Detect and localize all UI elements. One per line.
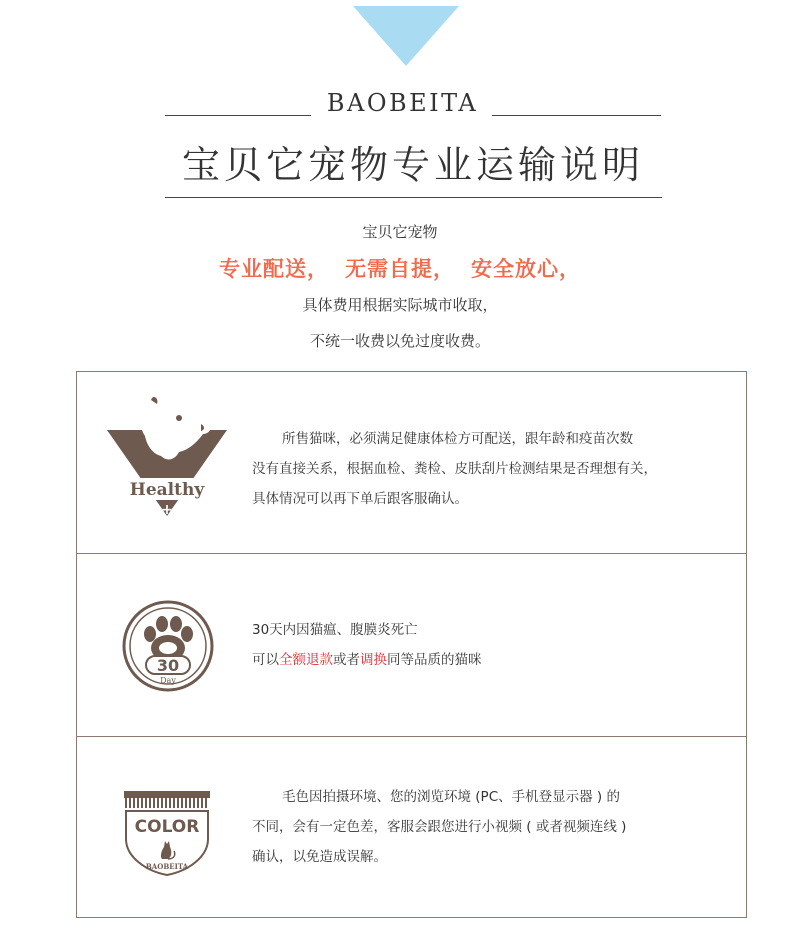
divider [492, 115, 661, 116]
plus-icon: + [161, 502, 173, 518]
color-badge-icon [122, 787, 212, 881]
text-line: 确认，以免造成误解。 [252, 849, 387, 865]
badge-label: Day [160, 676, 176, 685]
page-title: 宝贝它宠物专业运输说明 [181, 143, 644, 187]
guarantee-section [76, 553, 747, 737]
badge-number: 30 [156, 656, 180, 675]
color-badge-label: COLOR [134, 817, 200, 837]
intro-line: 具体费用根据实际城市收取， [302, 296, 498, 314]
healthy-badge-icon [105, 390, 229, 524]
color-badge-brand: BAOBEITA [145, 862, 189, 871]
text-line: 所售猫咪，必须满足健康体检方可配送，跟年龄和疫苗次数 [282, 431, 633, 447]
full-refund-highlight: 全额退款 [279, 652, 333, 668]
section-text [252, 424, 722, 514]
divider [165, 197, 662, 198]
text-line: 毛色因拍摄环境、您的浏览环境 (PC、手机登显示器 ) 的 [282, 789, 620, 805]
exchange-highlight: 调换 [360, 652, 387, 668]
text-part: 同等品质的猫咪 [387, 652, 482, 668]
intro-line: 不统一收费以免过度收费。 [309, 332, 490, 350]
healthy-badge-label: Healthy [129, 480, 205, 500]
text-part: 可以 [252, 652, 279, 668]
section-text [252, 615, 722, 675]
text-part: 或者 [333, 652, 360, 668]
intro-line: 宝贝它宠物 [362, 223, 438, 241]
color-section [76, 736, 747, 918]
text-line: 30天内因猫瘟、腹膜炎死亡 [252, 622, 418, 638]
intro-highlights [0, 253, 800, 283]
section-text [252, 782, 722, 872]
text-line: 具体情况可以再下单后跟客服确认。 [252, 491, 468, 507]
brand-name: BAOBEITA [326, 89, 479, 117]
highlight-text: 无需自提， [345, 257, 455, 281]
text-line: 没有直接关系，根据血检、粪检、皮肤刮片检测结果是否理想有关， [252, 461, 657, 477]
highlight-text: 专业配送， [219, 257, 329, 281]
health-section [76, 371, 747, 554]
brand-heading [165, 89, 661, 123]
30-day-badge-icon [120, 598, 216, 698]
text-line: 不同，会有一定色差，客服会跟您进行小视频 ( 或者视频连线 ) [252, 819, 627, 835]
down-triangle-icon [353, 6, 459, 66]
text-line [252, 645, 722, 675]
highlight-text: 安全放心， [471, 257, 581, 281]
divider [165, 115, 311, 116]
